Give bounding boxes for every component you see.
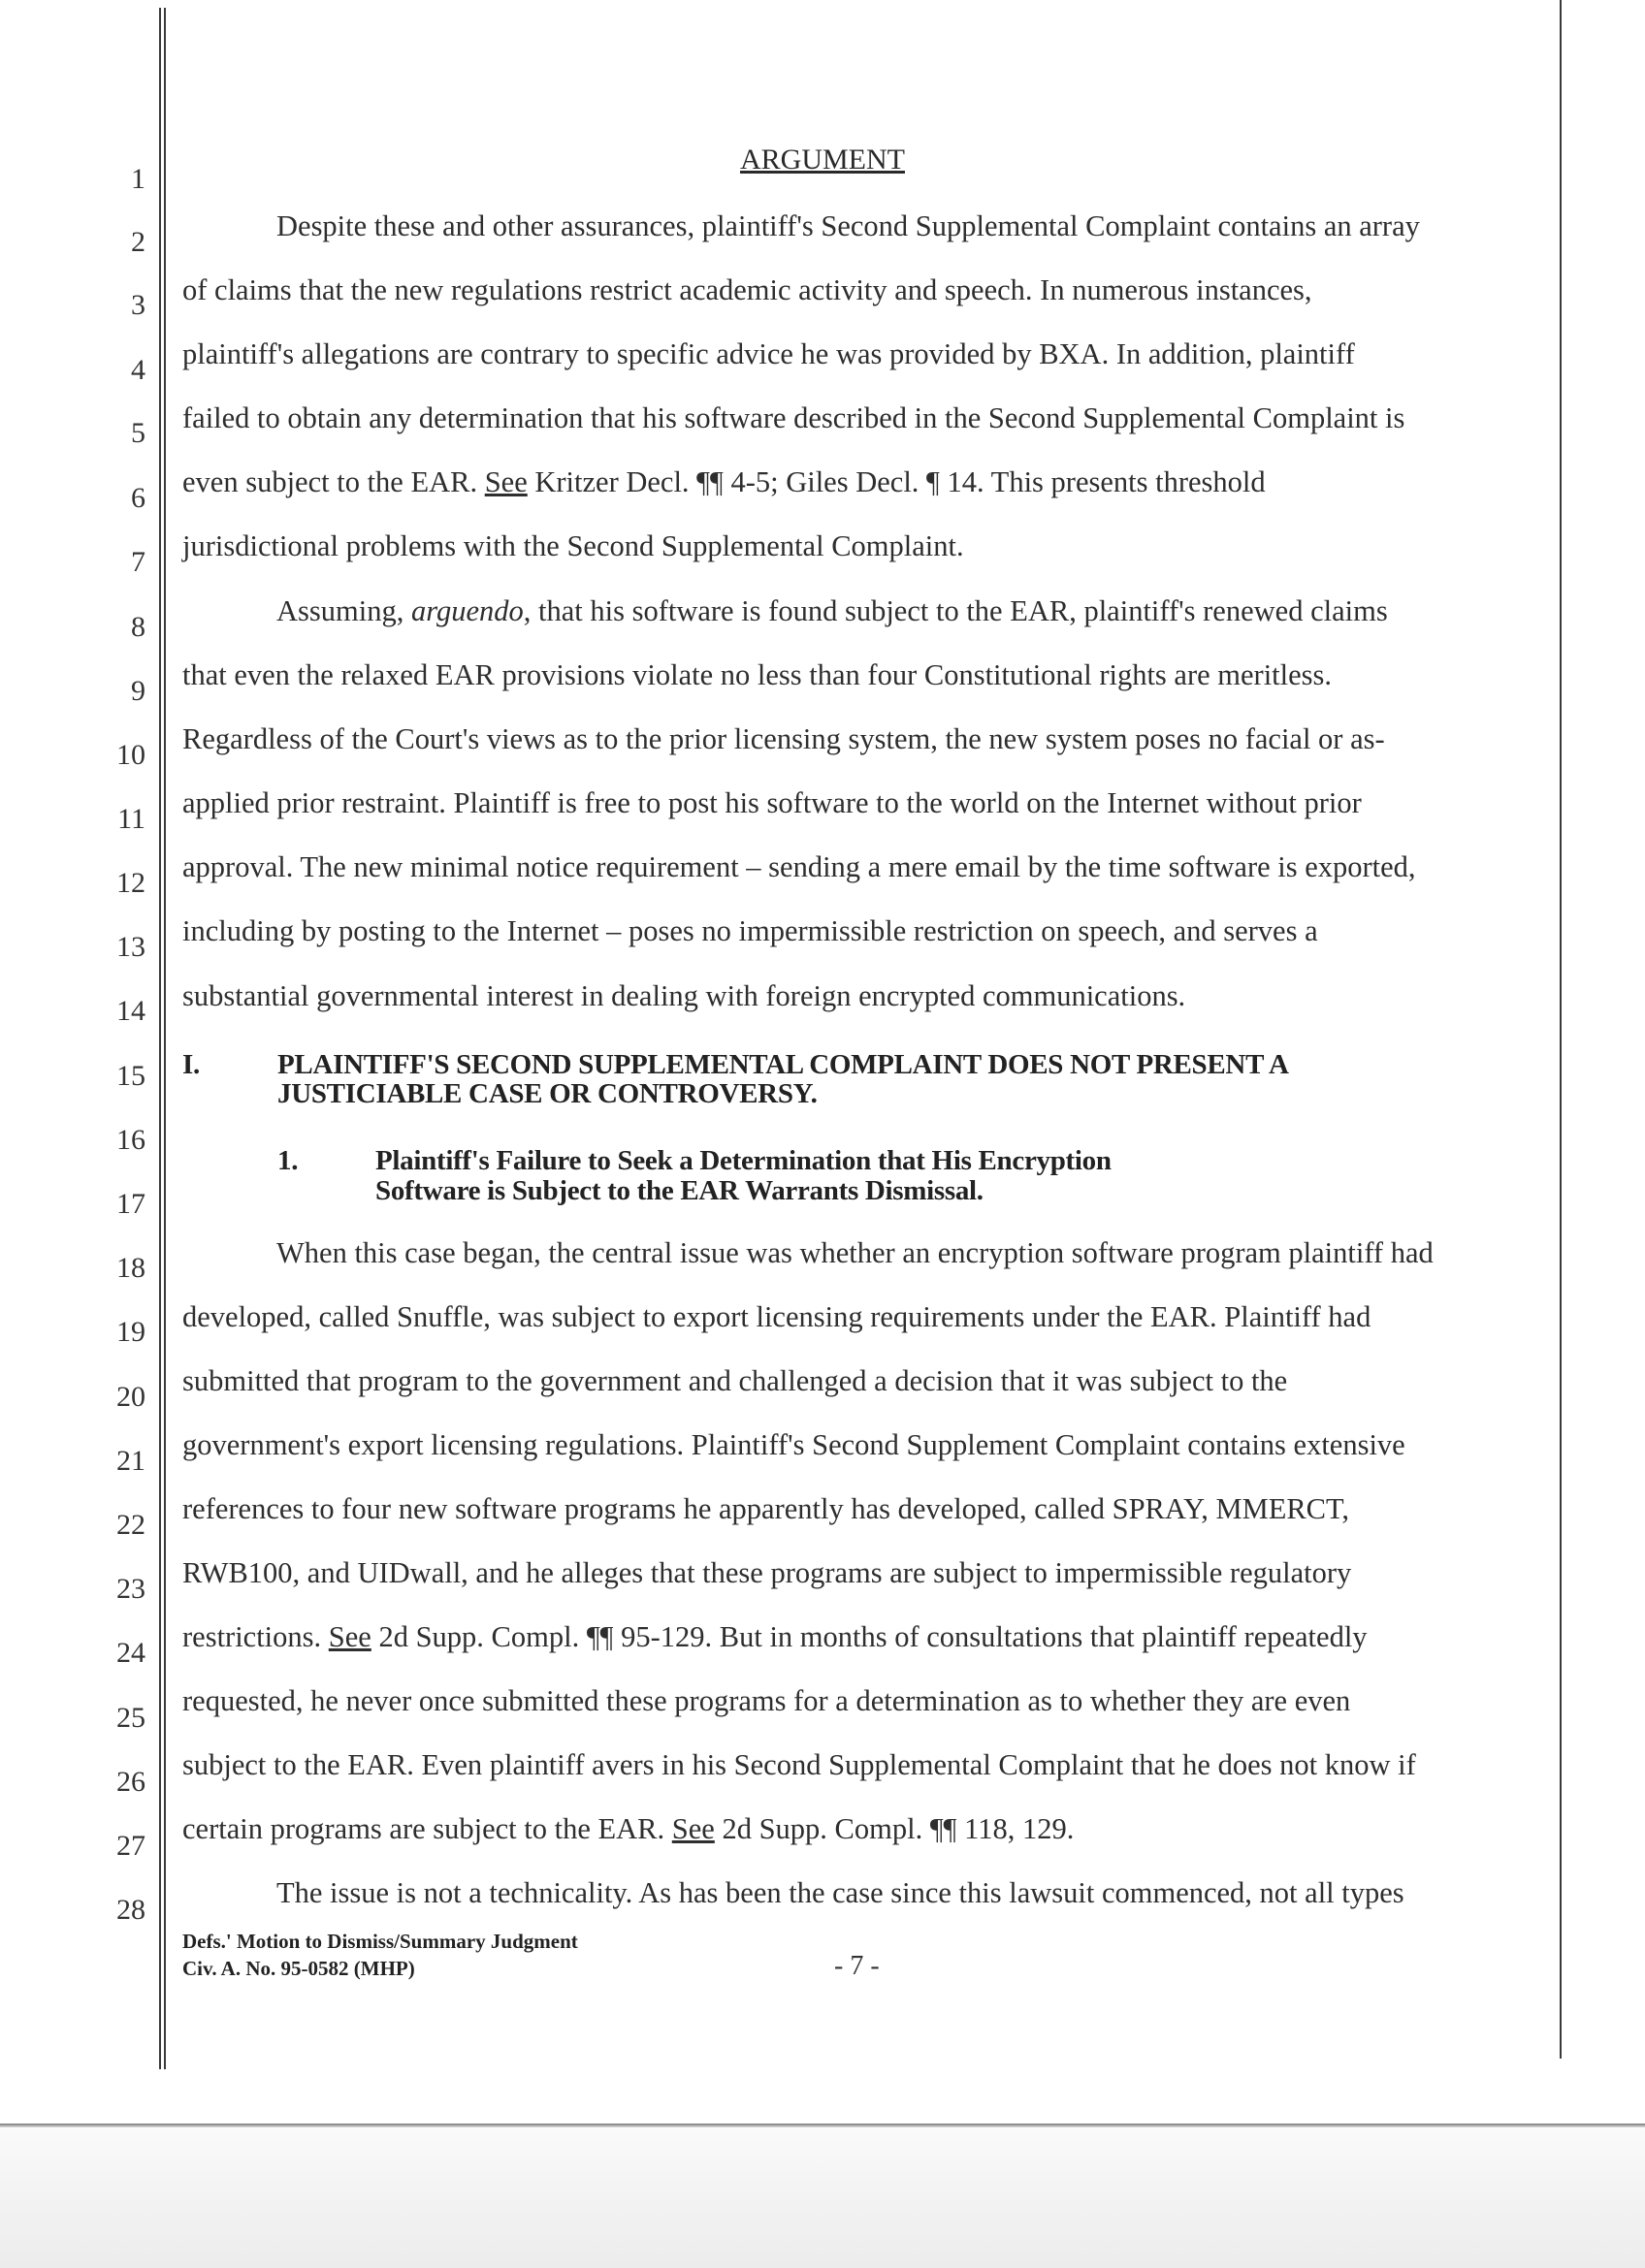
line-number: 15 [116,1060,145,1092]
paragraph-2-line-11: applied prior restraint. Plaintiff is free to post his software to the world on the Internet without prior [182,786,1362,819]
line-number: 21 [116,1445,145,1477]
line-number: 20 [116,1381,145,1413]
paragraph-1-line-4: plaintiff's allegations are contrary to specific advice he was provided by BXA. In addition, plaintiff [182,337,1355,370]
line-number: 26 [116,1766,145,1798]
subsection-1-heading-line-2: Software is Subject to the EAR Warrants Dismissal. [375,1175,984,1206]
paragraph-3-line-22: references to four new software programs he apparently has developed, called SPRAY, MMERCT, [182,1492,1350,1525]
line-number: 14 [116,995,145,1027]
subsection-1-number: 1. [277,1145,299,1176]
line-number: 27 [116,1830,145,1862]
section-i-heading-line-1: PLAINTIFF'S SECOND SUPPLEMENTAL COMPLAINT DOES NOT PRESENT A [277,1049,1289,1080]
line-number: 18 [116,1252,145,1284]
paragraph-3-line-25: requested, he never once submitted these programs for a determination as to whether they are even [182,1684,1351,1717]
line-number: 7 [131,546,145,578]
line-number: 23 [116,1573,145,1605]
line-number: 22 [116,1509,145,1541]
line-number: 17 [116,1188,145,1220]
line-number: 24 [116,1637,145,1669]
line-number: 2 [131,226,145,258]
line-number: 9 [131,675,145,707]
line-number: 28 [116,1894,145,1926]
line-number: 12 [116,867,145,899]
line-number: 1 [131,163,145,195]
footer-motion-title: Defs.' Motion to Dismiss/Summary Judgment [182,1930,578,1953]
paragraph-1-line-3: of claims that the new regulations restrict academic activity and speech. In numerous instances, [182,273,1312,306]
line-number: 19 [116,1316,145,1348]
line-number: 25 [116,1702,145,1734]
line-number: 8 [131,611,145,643]
citation-signal-see: See [671,1812,715,1845]
paragraph-3-line-19: developed, called Snuffle, was subject to export licensing requirements under the EAR. Plaintiff had [182,1300,1371,1333]
paragraph-1-line-5: failed to obtain any determination that his software described in the Second Supplemental Complaint is [182,401,1405,434]
line-number: 5 [131,417,145,449]
paragraph-3-line-26: subject to the EAR. Even plaintiff avers in his Second Supplemental Complaint that he does not know if [182,1748,1416,1781]
italic-arguendo: arguendo [410,594,524,627]
line-number: 10 [116,739,145,771]
paragraph-2-line-8: Assuming, arguendo, that his software is found subject to the EAR, plaintiff's renewed claims [276,594,1388,627]
paragraph-3-line-23: RWB100, and UIDwall, and he alleges that these programs are subject to impermissible regulatory [182,1556,1352,1589]
paragraph-2-line-14: substantial governmental interest in dealing with foreign encrypted communications. [182,979,1186,1012]
document-footer-caption [182,1928,578,1982]
line-number: 11 [117,803,145,835]
paragraph-2-line-9: that even the relaxed EAR provisions violate no less than four Constitutional rights are meritless. [182,658,1333,691]
line-number: 16 [116,1124,145,1156]
subsection-1-heading-line-1: Plaintiff's Failure to Seek a Determination that His Encryption [375,1145,1112,1176]
paragraph-1-line-2: Despite these and other assurances, plaintiff's Second Supplemental Complaint contains an array [276,209,1420,242]
paragraph-2-line-13: including by posting to the Internet – poses no impermissible restriction on speech, and serves a [182,914,1318,947]
section-i-number: I. [182,1049,200,1080]
paragraph-2-line-10: Regardless of the Court's views as to the prior licensing system, the new system poses no facial or as- [182,722,1385,755]
paragraph-4-line-28: The issue is not a technicality. As has been the case since this lawsuit commenced, not all types [276,1876,1404,1909]
paragraph-2-line-12: approval. The new minimal notice requirement – sending a mere email by the time software is exported, [182,850,1416,883]
scanner-background [0,2127,1645,2268]
line-number: 4 [131,354,145,386]
footer-case-number: Civ. A. No. 95-0582 (MHP) [182,1957,415,1980]
line-number: 3 [131,289,145,321]
line-number: 13 [116,931,145,963]
citation-signal-see: See [328,1620,371,1653]
paragraph-1-line-6: even subject to the EAR. See Kritzer Decl. ¶¶ 4-5; Giles Decl. ¶ 14. This presents threshold [182,465,1266,498]
section-heading-argument: ARGUMENT [740,144,905,176]
citation-signal-see: See [484,465,528,498]
section-i-heading-line-2: JUSTICIABLE CASE OR CONTROVERSY. [277,1078,818,1109]
paragraph-3-line-21: government's export licensing regulations. Plaintiff's Second Supplement Complaint contains extensive [182,1428,1405,1461]
right-margin-rule [1560,0,1562,2059]
paragraph-3-line-24: restrictions. See 2d Supp. Compl. ¶¶ 95-129. But in months of consultations that plaintiff repeatedly [182,1620,1368,1653]
paragraph-1-line-7: jurisdictional problems with the Second Supplemental Complaint. [182,529,964,562]
paragraph-3-line-27: certain programs are subject to the EAR. See 2d Supp. Compl. ¶¶ 118, 129. [182,1812,1075,1845]
left-margin-double-rule [159,8,166,2069]
line-number: 6 [131,482,145,514]
page-number: - 7 - [834,1951,880,1981]
paragraph-3-line-20: submitted that program to the government and challenged a decision that it was subject to the [182,1364,1288,1397]
paragraph-3-line-18: When this case began, the central issue was whether an encryption software program plaintiff had [276,1236,1434,1269]
